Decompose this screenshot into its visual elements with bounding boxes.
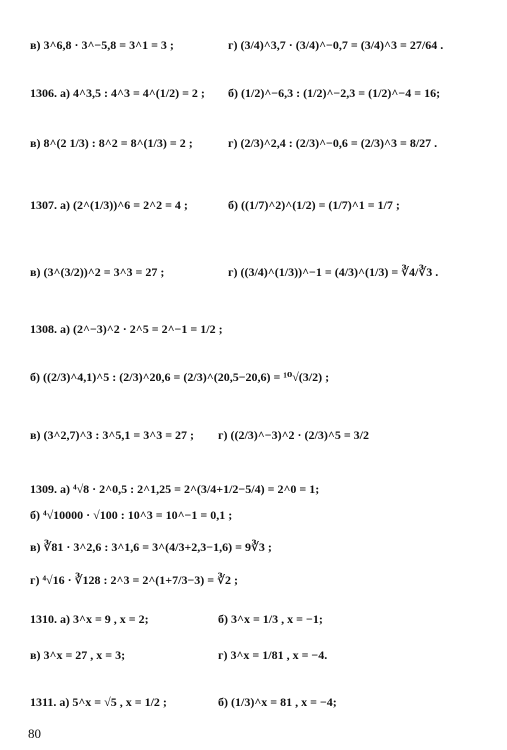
page-number: 80 [28, 726, 41, 741]
eq-1308-g: г) ((2/3)^−3)^2 · (2/3)^5 = 3/2 [218, 428, 370, 442]
eq-1306-a: 1306. а) 4^3,5 : 4^3 = 4^(1/2) = 2 ; [30, 86, 205, 100]
eq-1306-b: б) (1/2)^−6,3 : (1/2)^−2,3 = (1/2)^−4 = 16; [228, 86, 441, 100]
eq-1308-a: 1308. а) (2^−3)^2 · 2^5 = 2^−1 = 1/2 ; [30, 322, 223, 336]
eq-1309-g: г) ⁴√16 · ∛128 : 2^3 = 2^(1+7/3−3) = ∛2 ; [30, 573, 239, 587]
eq-1306-g: г) (2/3)^2,4 : (2/3)^−0,6 = (2/3)^3 = 8/27 . [228, 136, 438, 150]
eq-1307-v: в) (3^(3/2))^2 = 3^3 = 27 ; [30, 265, 165, 279]
eq-1306-v: в) 8^(2 1/3) : 8^2 = 8^(1/3) = 2 ; [30, 136, 193, 150]
eq-1307-b: б) ((1/7)^2)^(1/2) = (1/7)^1 = 1/7 ; [228, 198, 400, 212]
eq-1309-a: 1309. а) ⁴√8 · 2^0,5 : 2^1,25 = 2^(3/4+1/2−5/4) = 2^0 = 1; [30, 482, 320, 496]
eq-1307-g: г) ((3/4)^(1/3))^−1 = (4/3)^(1/3) = ∛4/∛3 . [228, 265, 439, 279]
eq-1308-v: в) (3^2,7)^3 : 3^5,1 = 3^3 = 27 ; [30, 428, 195, 442]
eq-1311-b: б) (1/3)^x = 81 , x = −4; [218, 695, 337, 709]
eq-1311-a: 1311. а) 5^x = √5 , x = 1/2 ; [30, 695, 167, 709]
eq-1310-v: в) 3^x = 27 , x = 3; [30, 648, 126, 662]
eq-1310-g: г) 3^x = 1/81 , x = −4. [218, 648, 328, 662]
eq-1307-a: 1307. а) (2^(1/3))^6 = 2^2 = 4 ; [30, 198, 188, 212]
eq-1309-v: в) ∛81 · 3^2,6 : 3^1,6 = 3^(4/3+2,3−1,6) = 9∛3 ; [30, 540, 272, 554]
eq-1310-b: б) 3^x = 1/3 , x = −1; [218, 612, 323, 626]
eq-1305-g: г) (3/4)^3,7 · (3/4)^−0,7 = (3/4)^3 = 27/64 . [228, 38, 444, 52]
eq-1310-a: 1310. а) 3^x = 9 , x = 2; [30, 612, 149, 626]
eq-1309-b: б) ⁴√10000 · √100 : 10^3 = 10^−1 = 0,1 ; [30, 508, 233, 522]
eq-1308-b: б) ((2/3)^4,1)^5 : (2/3)^20,6 = (2/3)^(20,5−20,6) = ¹⁰√(3/2) ; [30, 370, 330, 384]
eq-1305-v: в) 3^6,8 · 3^−5,8 = 3^1 = 3 ; [30, 38, 174, 52]
